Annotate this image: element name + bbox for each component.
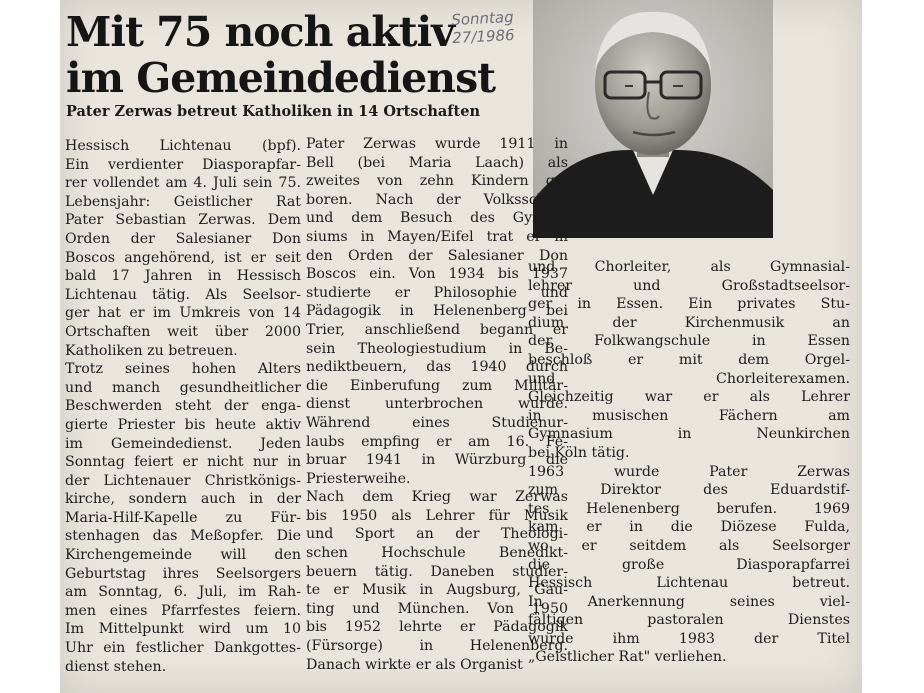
article-text-line: Boscos ein. Von 1934 bis 1937 [306,266,568,283]
article-text-line: Pater Sebastian Zerwas. Dem [65,212,301,229]
article-text-line: Hessisch Lichtenau betreut. [528,575,850,592]
article-text-line: boren. Nach der Volksschule [306,191,568,208]
article-text-line: wo er seitdem als Seelsorger [528,537,850,554]
article-text-line: ting und München. Von 1950 [306,600,568,617]
article-text-line: und manch gesundheitlicher [65,379,301,396]
article-text-line: und Chorleiter, als Gymnasial- [528,259,850,275]
headline-line-1: Mit 75 noch aktiv [66,8,455,56]
article-text-line: in musischen Fächern am [528,407,850,424]
article-text-line: zweites von zehn Kindern ge- [306,173,568,190]
article-text-line: die Einberufung zum Militär- [306,377,568,394]
article-column-3 [528,258,850,667]
article-text-line: Lebensjahr: Geistlicher Rat [65,193,301,210]
article-text-line: ger hat er im Umkreis von 14 [65,305,301,322]
article-text-line: Kirchengemeinde will den [65,547,301,564]
article-text-line: Katholiken zu betreuen. [65,342,238,359]
article-text-line: bruar 1941 in Würzburg die [306,452,568,469]
article-text-line: Trotz seines hohen Alters [65,361,301,378]
article-text-line: beuern tätig. Daneben studier- [306,563,568,580]
article-text-line: Sonntag feiert er nicht nur in [65,454,301,471]
article-text-line: tes Helenenberg berufen. 1969 [528,500,850,517]
article-text-line: dienst unterbrochen wurde. [306,396,568,413]
article-text-line: der Lichtenauer Christkönigs- [65,472,301,489]
article-text-line: bis 1952 lehrte er Pädagogik [306,619,568,636]
handwritten-note-line-1: Sonntag [450,7,515,30]
article-text-line: fältigen pastoralen Dienstes [528,612,850,629]
article-text-line: stenhagen das Meßopfer. Die [65,528,301,545]
article-text-line: Beschwerden steht der enga- [65,398,301,415]
article-text-line: gierte Priester bis heute aktiv [65,416,301,433]
article-text-line: „Geistlicher Rat" verliehen. [528,649,727,666]
article-text-line: Gymnasium in Neunkirchen [528,426,850,443]
article-text-line: siums in Mayen/Eifel trat er in [306,228,568,245]
article-text-line: Gleichzeitig war er als Lehrer [528,389,850,406]
article-text-line: Bell (bei Maria Laach) als [306,154,568,171]
article-text-line: Hessisch Lichtenau (bpf). [65,138,301,154]
article-text-line: laubs empfing er am 16. Fe- [306,433,568,450]
article-text-line: schen Hochschule Benedikt- [306,545,568,562]
article-column-1 [65,137,301,676]
portrait-photo [533,0,773,238]
article-text-line: der Folkwangschule in Essen [528,333,850,350]
article-text-line: Orden der Salesianer Don [65,230,301,247]
article-text-line: dienst stehen. [65,658,167,675]
headline-line-2: im Gemeindedienst [66,54,496,102]
article-text-line: men eines Pfarrfestes feiern. [65,602,301,619]
article-text-line: und dem Besuch des Gymna- [306,210,568,227]
article-text-line: Ein verdienter Diasporapfar- [65,156,301,173]
article-text-line: rer vollendet am 4. Juli sein 75. [65,175,301,192]
article-text-line: beschloß er mit dem Orgel- [528,351,850,368]
article-text-line: Im Mittelpunkt wird um 10 [65,621,301,638]
article-text-line: studierte er Philosophie und [306,284,568,301]
article-text-line: Boscos angehörend, ist er seit [65,249,301,266]
article-text-line: Nach dem Krieg war Zerwas [306,489,568,506]
article-text-line: dium der Kirchenmusik an [528,314,850,331]
subheadline: Pater Zerwas betreut Katholiken in 14 Ortschaften [66,103,480,120]
article-text-line: bis 1950 als Lehrer für Musik [306,507,568,524]
article-text-line: Maria-Hilf-Kapelle zu Für- [65,509,301,526]
article-text-line: Pater Zerwas wurde 1911 in [306,136,568,152]
article-text-line: Pädagogik in Helenenberg bei [306,303,568,320]
article-text-line: lehrer und Großstadtseelsor- [528,277,850,294]
article-text-line: In Anerkennung seines viel- [528,593,850,610]
handwritten-note-line-2: 27/1986 [451,25,516,48]
article-text-line: kam er in die Diözese Fulda, [528,519,850,536]
article-text-line: im Gemeindedienst. Jeden [65,435,301,452]
article-text-line: Lichtenau tätig. Als Seelsor- [65,286,301,303]
article-text-line: wurde ihm 1983 der Titel [528,630,850,647]
article-text-line: und Sport an der Theologi- [306,526,568,543]
article-text-line: Priesterweihe. [306,470,411,487]
article-text-line: und Chorleiterexamen. [528,370,850,387]
article-text-line: (Fürsorge) in Helenenberg. [306,638,568,655]
article-text-line: sein Theologiestudium in Be- [306,340,568,357]
article-text-line: Geburtstag ihres Seelsorgers [65,565,301,582]
article-text-line: den Orden der Salesianer Don [306,247,568,264]
article-text-line: bald 17 Jahren in Hessisch [65,268,301,285]
article-text-line: Trier, anschließend begann er [306,321,568,338]
article-text-line: kirche, sondern auch in der [65,491,301,508]
article-text-line: zum Direktor des Eduardstif- [528,482,850,499]
article-text-line: die große Diasporapfarrei [528,556,850,573]
article-text-line: bei Köln tätig. [528,444,630,461]
article-text-line: Danach wirkte er als Organist [306,656,523,673]
article-text-line: Ortschaften weit über 2000 [65,323,301,340]
article-text-line: Während eines Studienur- [306,414,568,431]
article-text-line: nediktbeuern, das 1940 durch [306,359,568,376]
article-text-line: te er Musik in Augsburg, Gau- [306,582,568,599]
article-text-line: 1963 wurde Pater Zerwas [528,463,850,480]
article-text-line: ger in Essen. Ein privates Stu- [528,296,850,313]
article-text-line: Uhr ein festlicher Dankgottes- [65,640,301,657]
article-text-line: am Sonntag, 6. Juli, im Rah- [65,584,301,601]
